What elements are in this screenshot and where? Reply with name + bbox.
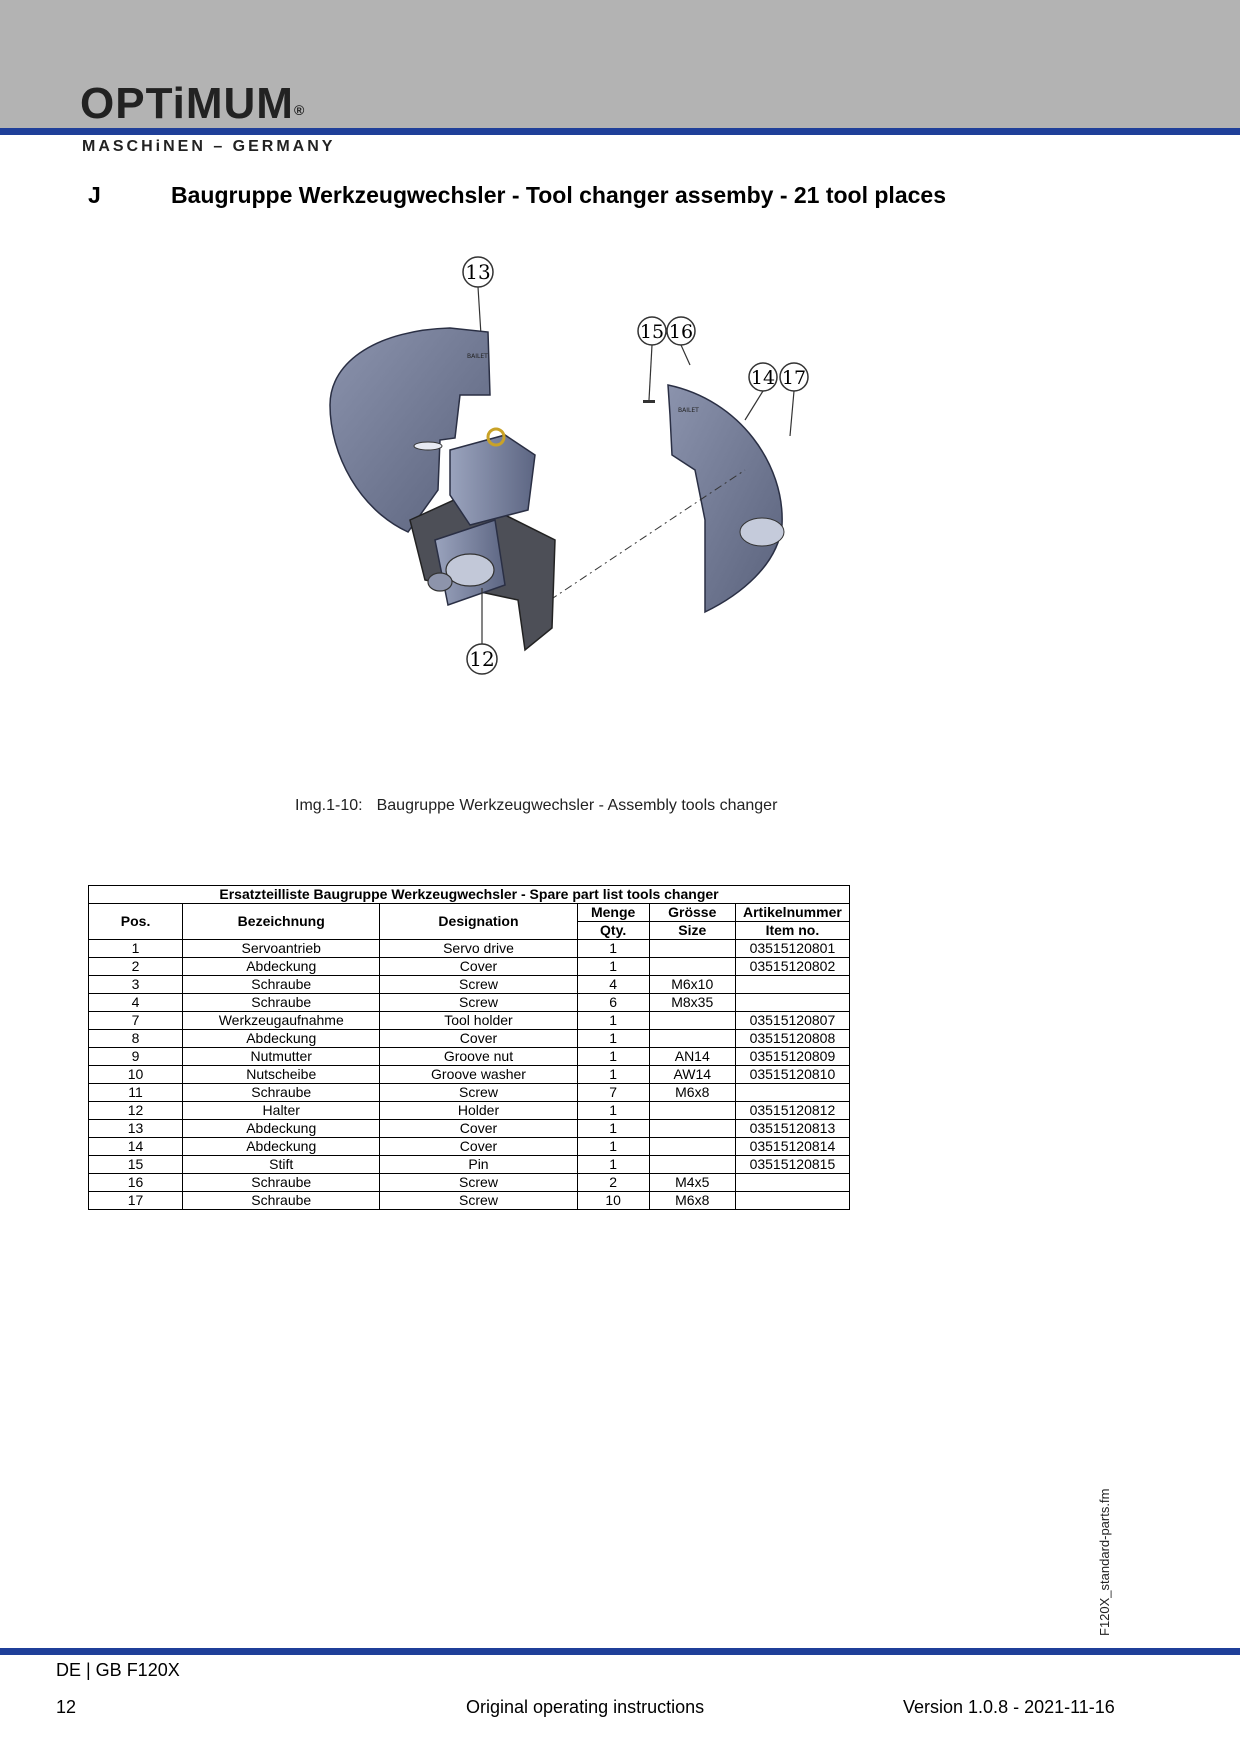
cell-item-no: 03515120802	[735, 958, 849, 976]
servo-bracket	[450, 435, 535, 525]
table-row	[89, 1120, 850, 1138]
cell-qty: 1	[577, 1120, 649, 1138]
table-title: Ersatzteilliste Baugruppe Werkzeugwechsler - Spare part list tools changer	[89, 886, 850, 904]
table-row	[89, 940, 850, 958]
table-row	[89, 1192, 850, 1210]
cell-bezeichnung: Halter	[183, 1102, 380, 1120]
logo-subtitle: MASCHiNEN – GERMANY	[82, 138, 336, 155]
cell-size	[649, 1138, 735, 1156]
cell-qty: 10	[577, 1192, 649, 1210]
cell-designation: Cover	[380, 1030, 577, 1048]
cell-bezeichnung: Nutscheibe	[183, 1066, 380, 1084]
cell-qty: 6	[577, 994, 649, 1012]
logo-text: OPTiMUM	[80, 79, 294, 128]
spindle-nose	[428, 573, 452, 591]
cell-pos: 13	[89, 1120, 183, 1138]
cell-item-no	[735, 994, 849, 1012]
cell-item-no: 03515120808	[735, 1030, 849, 1048]
cell-size: M8x35	[649, 994, 735, 1012]
table-row	[89, 1048, 850, 1066]
cell-pos: 15	[89, 1156, 183, 1174]
cell-size	[649, 1156, 735, 1174]
footer-document-type: Original operating instructions	[466, 1697, 705, 1717]
cell-bezeichnung: Abdeckung	[183, 1030, 380, 1048]
cell-pos: 3	[89, 976, 183, 994]
header-accent-line	[0, 128, 1240, 135]
cell-qty: 1	[577, 1138, 649, 1156]
cell-bezeichnung: Schraube	[183, 976, 380, 994]
cell-pos: 9	[89, 1048, 183, 1066]
header-pos: Pos.	[89, 904, 183, 940]
cell-bezeichnung: Werkzeugaufnahme	[183, 1012, 380, 1030]
cell-item-no: 03515120815	[735, 1156, 849, 1174]
cell-qty: 1	[577, 1066, 649, 1084]
assembly-drawing	[300, 240, 860, 740]
cell-size	[649, 958, 735, 976]
table-row	[89, 1012, 850, 1030]
cell-item-no	[735, 1084, 849, 1102]
section-letter: J	[88, 182, 101, 208]
cell-qty: 4	[577, 976, 649, 994]
cell-size	[649, 1030, 735, 1048]
leader-16	[681, 345, 690, 365]
cover-right-dome	[740, 518, 784, 546]
cell-qty: 1	[577, 1102, 649, 1120]
cell-size: AN14	[649, 1048, 735, 1066]
header-designation: Designation	[380, 904, 577, 940]
spare-parts-table	[88, 885, 850, 1210]
cell-item-no: 03515120807	[735, 1012, 849, 1030]
cell-qty: 1	[577, 1048, 649, 1066]
header-artikelnummer: Artikelnummer	[735, 904, 849, 922]
cover-right-brand: BAILET	[678, 407, 699, 414]
cell-designation: Groove nut	[380, 1048, 577, 1066]
cell-item-no	[735, 1174, 849, 1192]
cell-qty: 2	[577, 1174, 649, 1192]
cell-designation: Screw	[380, 1192, 577, 1210]
table-row	[89, 1102, 850, 1120]
header-bezeichnung: Bezeichnung	[183, 904, 380, 940]
page-number: 12	[56, 1697, 77, 1717]
cell-pos: 14	[89, 1138, 183, 1156]
header-item-no: Item no.	[735, 922, 849, 940]
cell-item-no: 03515120810	[735, 1066, 849, 1084]
callout-13-label: 13	[465, 260, 491, 284]
table-row	[89, 1084, 850, 1102]
cell-designation: Servo drive	[380, 940, 577, 958]
cell-designation: Cover	[380, 958, 577, 976]
cell-qty: 1	[577, 958, 649, 976]
cell-item-no	[735, 1192, 849, 1210]
footer-language-model: DE | GB F120X	[56, 1660, 180, 1680]
cell-size	[649, 940, 735, 958]
section-title: Baugruppe Werkzeugwechsler - Tool changer assemby - 21 tool places	[171, 182, 946, 208]
table-row	[89, 994, 850, 1012]
leader-13	[478, 287, 481, 335]
source-filename: F120X_standard-parts.fm	[1097, 1488, 1112, 1636]
cell-designation: Holder	[380, 1102, 577, 1120]
table-row	[89, 1138, 850, 1156]
cover-left-slot	[414, 442, 442, 450]
cell-size: M6x10	[649, 976, 735, 994]
table-body	[89, 940, 850, 1210]
cell-pos: 17	[89, 1192, 183, 1210]
table-row	[89, 1174, 850, 1192]
logo-registered-mark: ®	[293, 102, 306, 118]
cell-qty: 1	[577, 1030, 649, 1048]
cell-pos: 2	[89, 958, 183, 976]
caption-text: Baugruppe Werkzeugwechsler - Assembly tools changer	[376, 797, 778, 814]
cell-pos: 8	[89, 1030, 183, 1048]
callout-17-label: 17	[781, 367, 807, 389]
table-row	[89, 976, 850, 994]
cell-size: M4x5	[649, 1174, 735, 1192]
cell-bezeichnung: Servoantrieb	[183, 940, 380, 958]
cell-designation: Screw	[380, 1084, 577, 1102]
cell-size	[649, 1120, 735, 1138]
cover-left-brand: BAILET	[467, 353, 488, 360]
cell-bezeichnung: Schraube	[183, 1174, 380, 1192]
callout-16-label: 16	[668, 321, 694, 343]
cell-size: AW14	[649, 1066, 735, 1084]
cell-bezeichnung: Stift	[183, 1156, 380, 1174]
cell-qty: 1	[577, 1156, 649, 1174]
cell-qty: 1	[577, 940, 649, 958]
cover-right	[668, 385, 782, 612]
cell-designation: Groove washer	[380, 1066, 577, 1084]
cell-designation: Screw	[380, 1174, 577, 1192]
header-size: Size	[649, 922, 735, 940]
cell-item-no: 03515120801	[735, 940, 849, 958]
table-row	[89, 1156, 850, 1174]
callout-14-label: 14	[750, 367, 776, 389]
cell-item-no: 03515120809	[735, 1048, 849, 1066]
cell-item-no: 03515120813	[735, 1120, 849, 1138]
figure-caption	[295, 797, 777, 815]
cell-designation: Screw	[380, 976, 577, 994]
brand-logo	[80, 79, 306, 128]
header-menge: Menge	[577, 904, 649, 922]
pin-15	[643, 400, 655, 403]
header-qty: Qty.	[577, 922, 649, 940]
callout-12-label: 12	[469, 647, 495, 671]
header-groesse: Grösse	[649, 904, 735, 922]
cell-bezeichnung: Abdeckung	[183, 1138, 380, 1156]
cell-item-no: 03515120812	[735, 1102, 849, 1120]
cell-designation: Tool holder	[380, 1012, 577, 1030]
cell-size	[649, 1102, 735, 1120]
cell-item-no: 03515120814	[735, 1138, 849, 1156]
cell-bezeichnung: Nutmutter	[183, 1048, 380, 1066]
caption-label: Img.1-10:	[295, 797, 363, 814]
cell-bezeichnung: Schraube	[183, 994, 380, 1012]
callout-15-label: 15	[639, 321, 665, 343]
cell-size: M6x8	[649, 1084, 735, 1102]
table-row	[89, 958, 850, 976]
cell-qty: 7	[577, 1084, 649, 1102]
cell-designation: Screw	[380, 994, 577, 1012]
cell-qty: 1	[577, 1012, 649, 1030]
footer-version: Version 1.0.8 - 2021-11-16	[903, 1697, 1115, 1717]
cell-designation: Cover	[380, 1120, 577, 1138]
cell-item-no	[735, 976, 849, 994]
cell-pos: 12	[89, 1102, 183, 1120]
cell-bezeichnung: Schraube	[183, 1084, 380, 1102]
cell-pos: 7	[89, 1012, 183, 1030]
table-row	[89, 1066, 850, 1084]
cell-pos: 1	[89, 940, 183, 958]
callout-13	[463, 257, 493, 335]
cell-pos: 4	[89, 994, 183, 1012]
cell-bezeichnung: Abdeckung	[183, 1120, 380, 1138]
cell-size	[649, 1012, 735, 1030]
leader-14	[745, 391, 763, 420]
leader-17	[790, 391, 794, 436]
cell-pos: 16	[89, 1174, 183, 1192]
footer-accent-line	[0, 1648, 1240, 1655]
leader-15	[649, 345, 652, 400]
cell-pos: 10	[89, 1066, 183, 1084]
cell-pos: 11	[89, 1084, 183, 1102]
table-row	[89, 1030, 850, 1048]
cell-designation: Cover	[380, 1138, 577, 1156]
cell-size: M6x8	[649, 1192, 735, 1210]
spindle-flange	[446, 554, 494, 586]
cell-bezeichnung: Abdeckung	[183, 958, 380, 976]
cell-bezeichnung: Schraube	[183, 1192, 380, 1210]
callout-12	[467, 588, 497, 674]
cell-designation: Pin	[380, 1156, 577, 1174]
callout-14-17	[745, 363, 808, 436]
